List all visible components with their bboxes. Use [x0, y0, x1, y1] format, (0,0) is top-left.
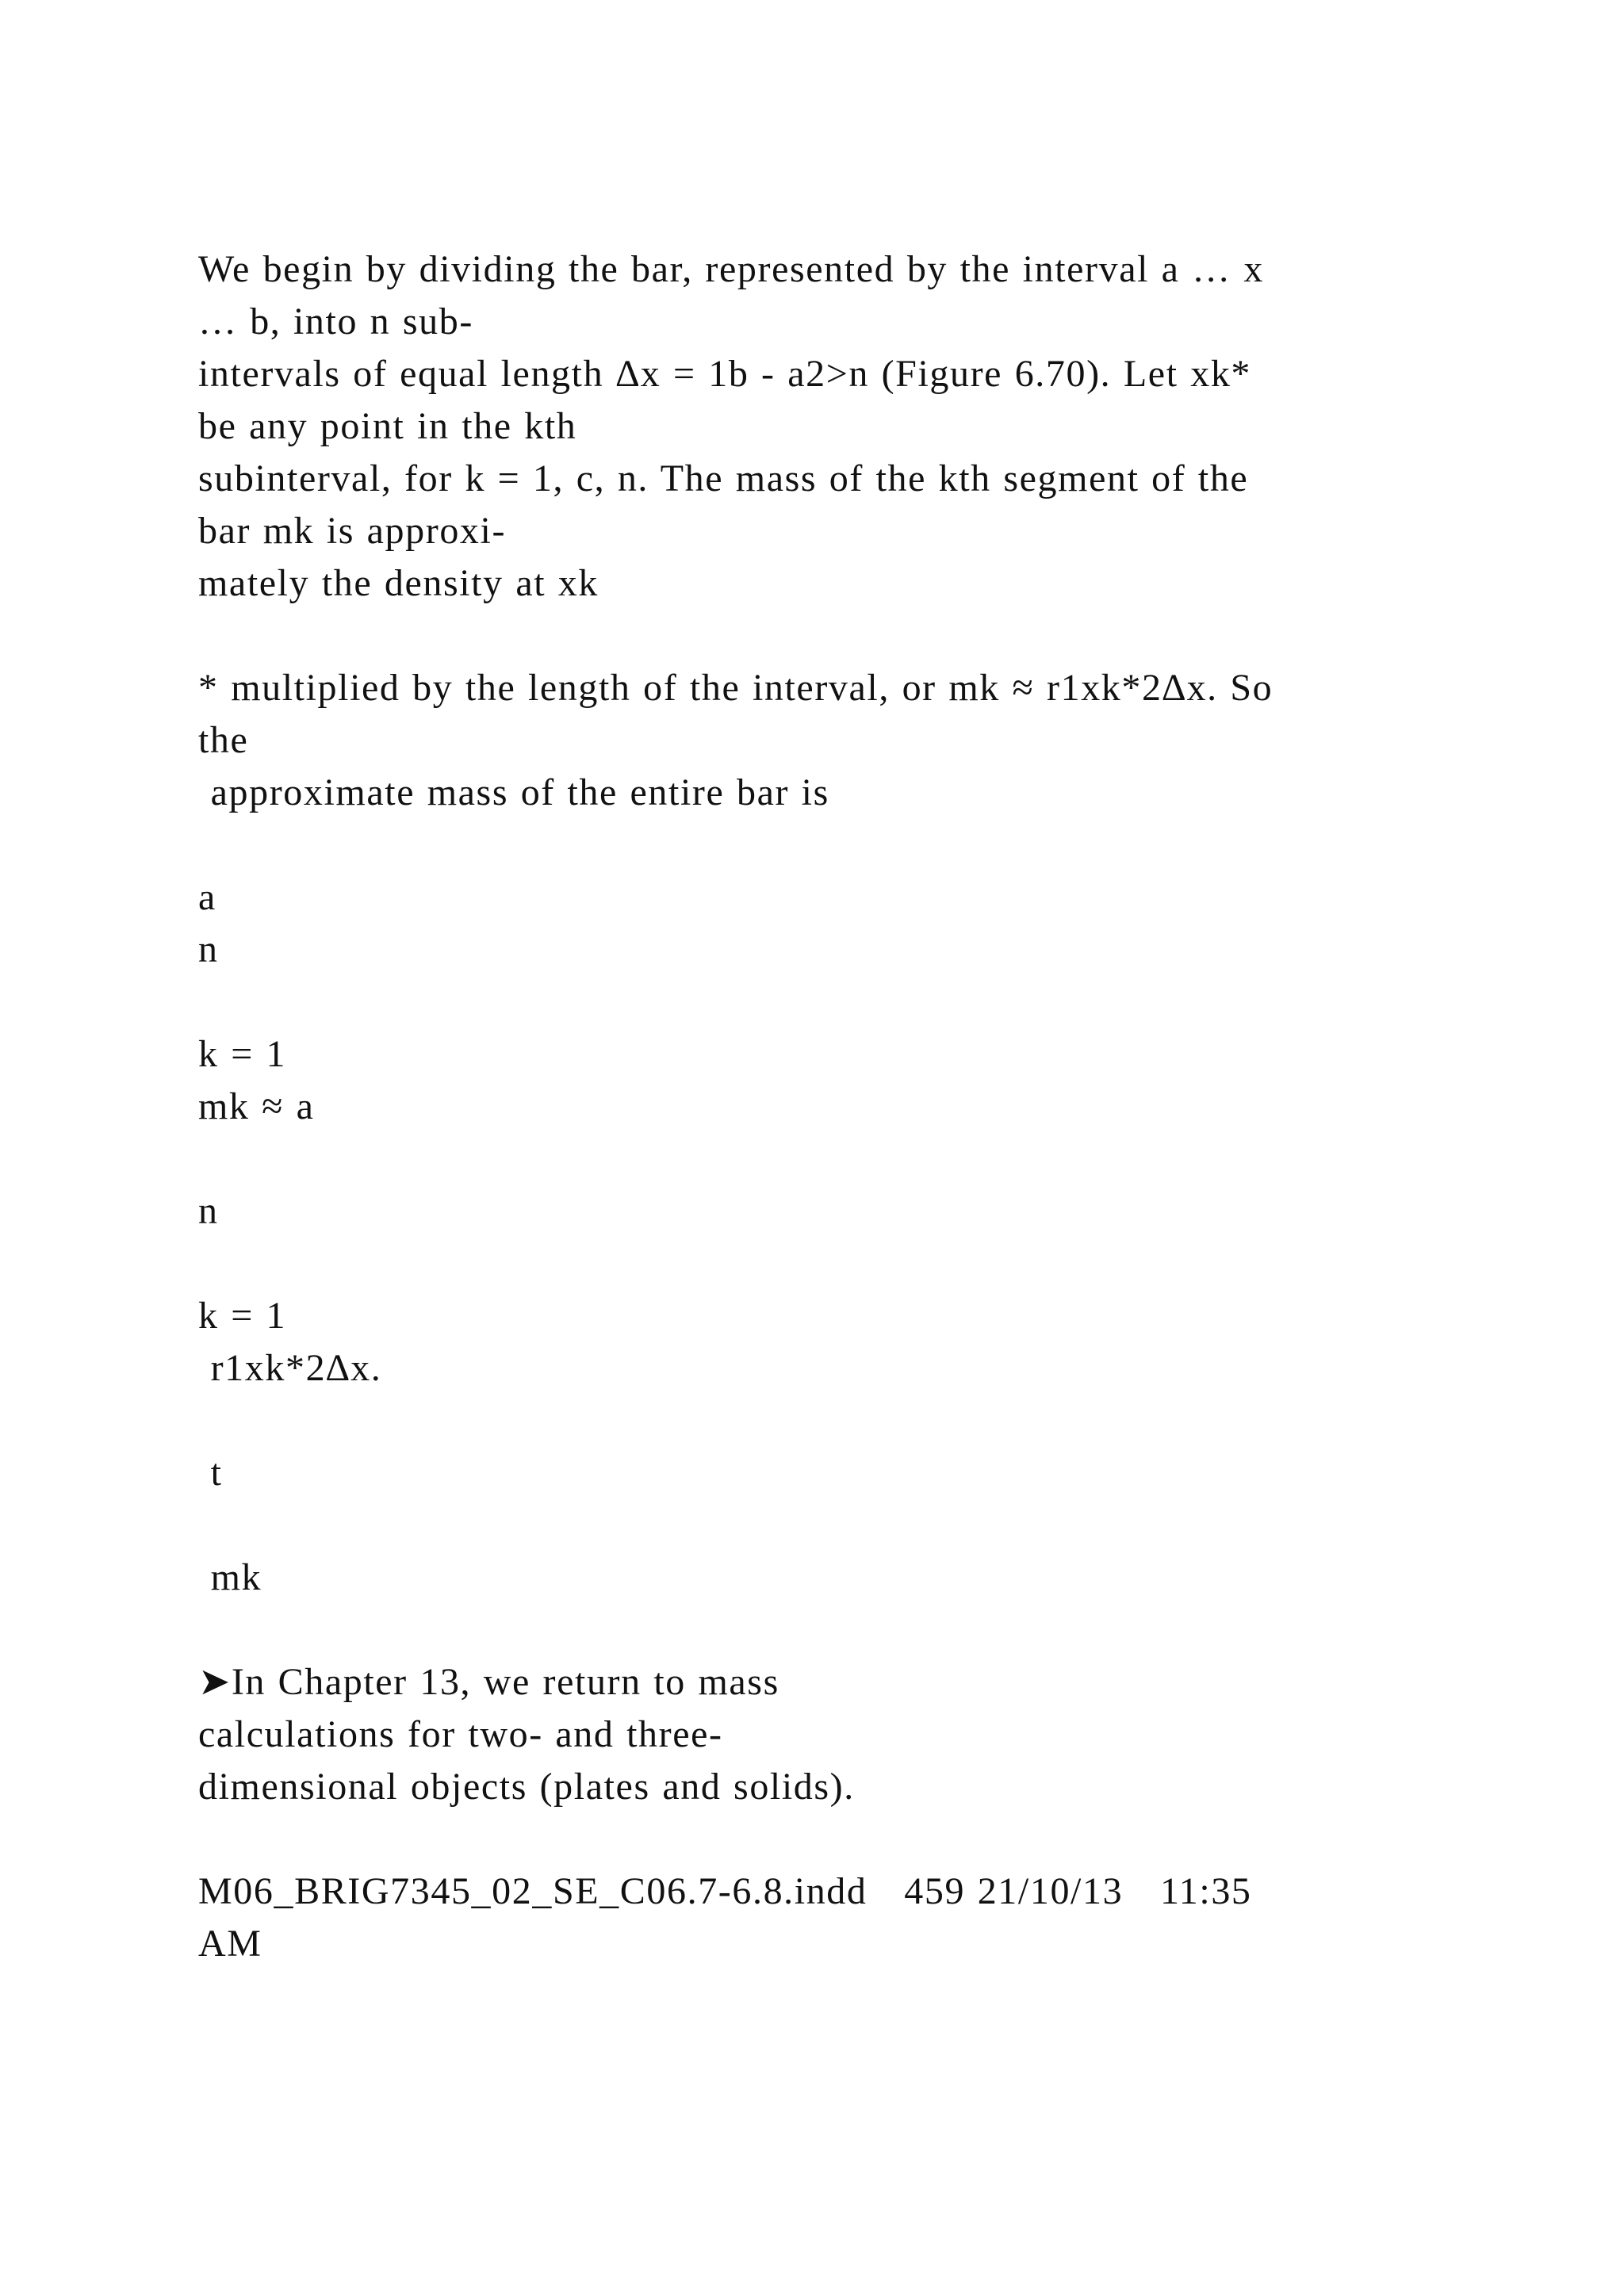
blank-line	[198, 610, 1483, 662]
text-line: bar mk is approxi-	[198, 510, 507, 552]
blank-line	[198, 1133, 1483, 1185]
text-line: the	[198, 719, 249, 761]
text-line: be any point in the kth	[198, 405, 577, 447]
text-line: intervals of equal length ∆x = 1b - a2>n (Figure 6.70). Let xk*	[198, 353, 1252, 395]
figure-label: t	[198, 1452, 223, 1494]
text-line: … b, into n sub-	[198, 300, 473, 342]
equation-fragment: a	[198, 876, 216, 918]
text-line: * multiplied by the length of the interval, or mk ≈ r1xk*2∆x. So	[198, 667, 1274, 709]
margin-note-line: ➤In Chapter 13, we return to mass	[198, 1661, 779, 1703]
equation-fragment: k = 1	[198, 1295, 287, 1337]
margin-note-line: dimensional objects (plates and solids).	[198, 1766, 855, 1808]
text-line: approximate mass of the entire bar is	[198, 771, 829, 813]
blank-line	[198, 1604, 1483, 1656]
text-line: We begin by dividing the bar, represented by the interval a … x	[198, 248, 1264, 290]
equation-fragment: mk ≈ a	[198, 1085, 315, 1127]
text-line: mately the density at xk	[198, 562, 599, 604]
document-body	[198, 243, 1483, 1970]
figure-label: mk	[198, 1556, 262, 1598]
blank-line	[198, 1238, 1483, 1290]
text-line: subinterval, for k = 1, c, n. The mass of the kth segment of the	[198, 457, 1249, 499]
file-footer-line: AM	[198, 1923, 262, 1965]
equation-fragment: n	[198, 928, 219, 970]
equation-fragment: r1xk*2∆x.	[198, 1347, 382, 1389]
equation-fragment: k = 1	[198, 1033, 287, 1075]
blank-line	[198, 819, 1483, 871]
margin-note-line: calculations for two- and three-	[198, 1713, 723, 1755]
blank-line	[198, 1499, 1483, 1552]
file-footer-line: M06_BRIG7345_02_SE_C06.7-6.8.indd 459 21/10/13 11:35	[198, 1870, 1252, 1912]
blank-line	[198, 1813, 1483, 1866]
equation-fragment: n	[198, 1190, 219, 1232]
blank-line	[198, 976, 1483, 1028]
blank-line	[198, 1395, 1483, 1447]
